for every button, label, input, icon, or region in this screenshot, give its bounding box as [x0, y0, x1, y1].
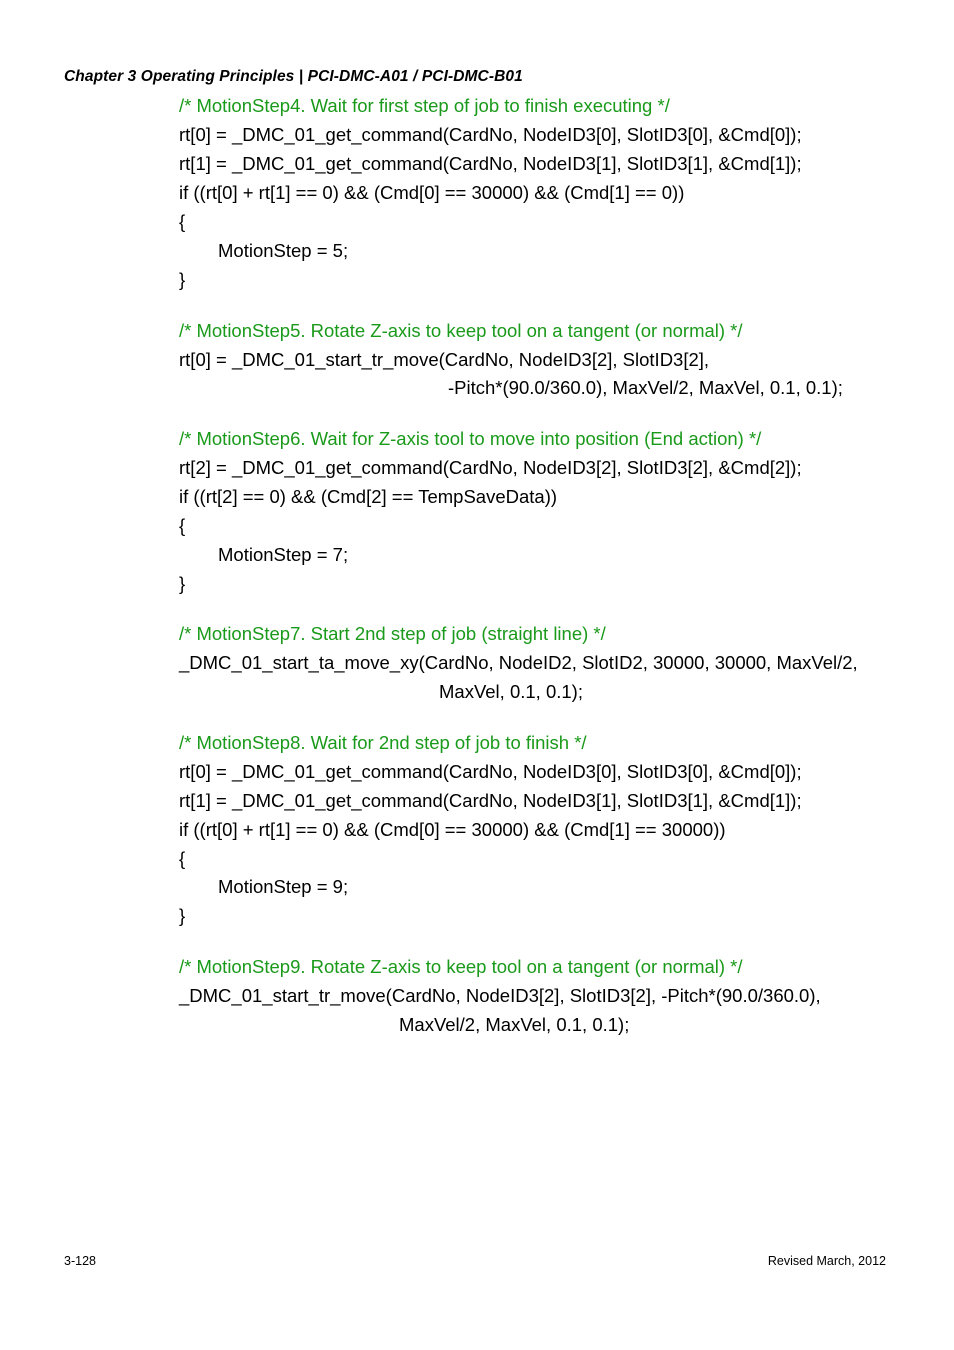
code-line: rt[1] = _DMC_01_get_command(CardNo, NodeID3[1], SlotID3[1], &Cmd[1]);: [179, 153, 802, 174]
code-line: MotionStep = 5;: [218, 240, 349, 261]
code-line: }: [179, 269, 186, 290]
code-line: if ((rt[0] + rt[1] == 0) && (Cmd[0] == 30000) && (Cmd[1] == 0)): [179, 182, 685, 203]
code-line: {: [179, 211, 186, 232]
code-comment: /* MotionStep5. Rotate Z-axis to keep tool on a tangent (or normal) */: [179, 320, 743, 341]
page-number: 3-128: [64, 1254, 96, 1268]
code-comment: /* MotionStep6. Wait for Z-axis tool to move into position (End action) */: [179, 428, 762, 449]
code-line: }: [179, 573, 186, 594]
revision-date: Revised March, 2012: [767, 1254, 886, 1268]
code-line: rt[2] = _DMC_01_get_command(CardNo, NodeID3[2], SlotID3[2], &Cmd[2]);: [179, 457, 802, 478]
code-line: {: [179, 515, 186, 536]
code-comment: /* MotionStep8. Wait for 2nd step of job to finish */: [179, 732, 587, 753]
code-line: if ((rt[2] == 0) && (Cmd[2] == TempSaveData)): [179, 486, 558, 507]
running-header: Chapter 3 Operating Principles | PCI-DMC-A01 / PCI-DMC-B01: [64, 68, 523, 85]
code-line: {: [179, 848, 186, 869]
code-line: }: [179, 905, 186, 926]
code-line: -Pitch*(90.0/360.0), MaxVel/2, MaxVel, 0.1, 0.1);: [448, 377, 843, 398]
code-line: _DMC_01_start_ta_move_xy(CardNo, NodeID2, SlotID2, 30000, 30000, MaxVel/2,: [179, 652, 858, 673]
code-line: _DMC_01_start_tr_move(CardNo, NodeID3[2], SlotID3[2], -Pitch*(90.0/360.0),: [179, 985, 821, 1006]
code-line: rt[0] = _DMC_01_get_command(CardNo, NodeID3[0], SlotID3[0], &Cmd[0]);: [179, 124, 802, 145]
code-line: MaxVel/2, MaxVel, 0.1, 0.1);: [399, 1014, 630, 1035]
code-line: rt[1] = _DMC_01_get_command(CardNo, NodeID3[1], SlotID3[1], &Cmd[1]);: [179, 790, 802, 811]
code-line: if ((rt[0] + rt[1] == 0) && (Cmd[0] == 30000) && (Cmd[1] == 30000)): [179, 819, 726, 840]
code-comment: /* MotionStep7. Start 2nd step of job (straight line) */: [179, 623, 606, 644]
code-comment: /* MotionStep4. Wait for first step of job to finish executing */: [179, 95, 670, 116]
code-line: MaxVel, 0.1, 0.1);: [439, 681, 583, 702]
code-line: rt[0] = _DMC_01_get_command(CardNo, NodeID3[0], SlotID3[0], &Cmd[0]);: [179, 761, 802, 782]
code-line: MotionStep = 9;: [218, 876, 349, 897]
code-line: MotionStep = 7;: [218, 544, 349, 565]
code-line: rt[0] = _DMC_01_start_tr_move(CardNo, NodeID3[2], SlotID3[2],: [179, 349, 710, 370]
code-comment: /* MotionStep9. Rotate Z-axis to keep tool on a tangent (or normal) */: [179, 956, 743, 977]
